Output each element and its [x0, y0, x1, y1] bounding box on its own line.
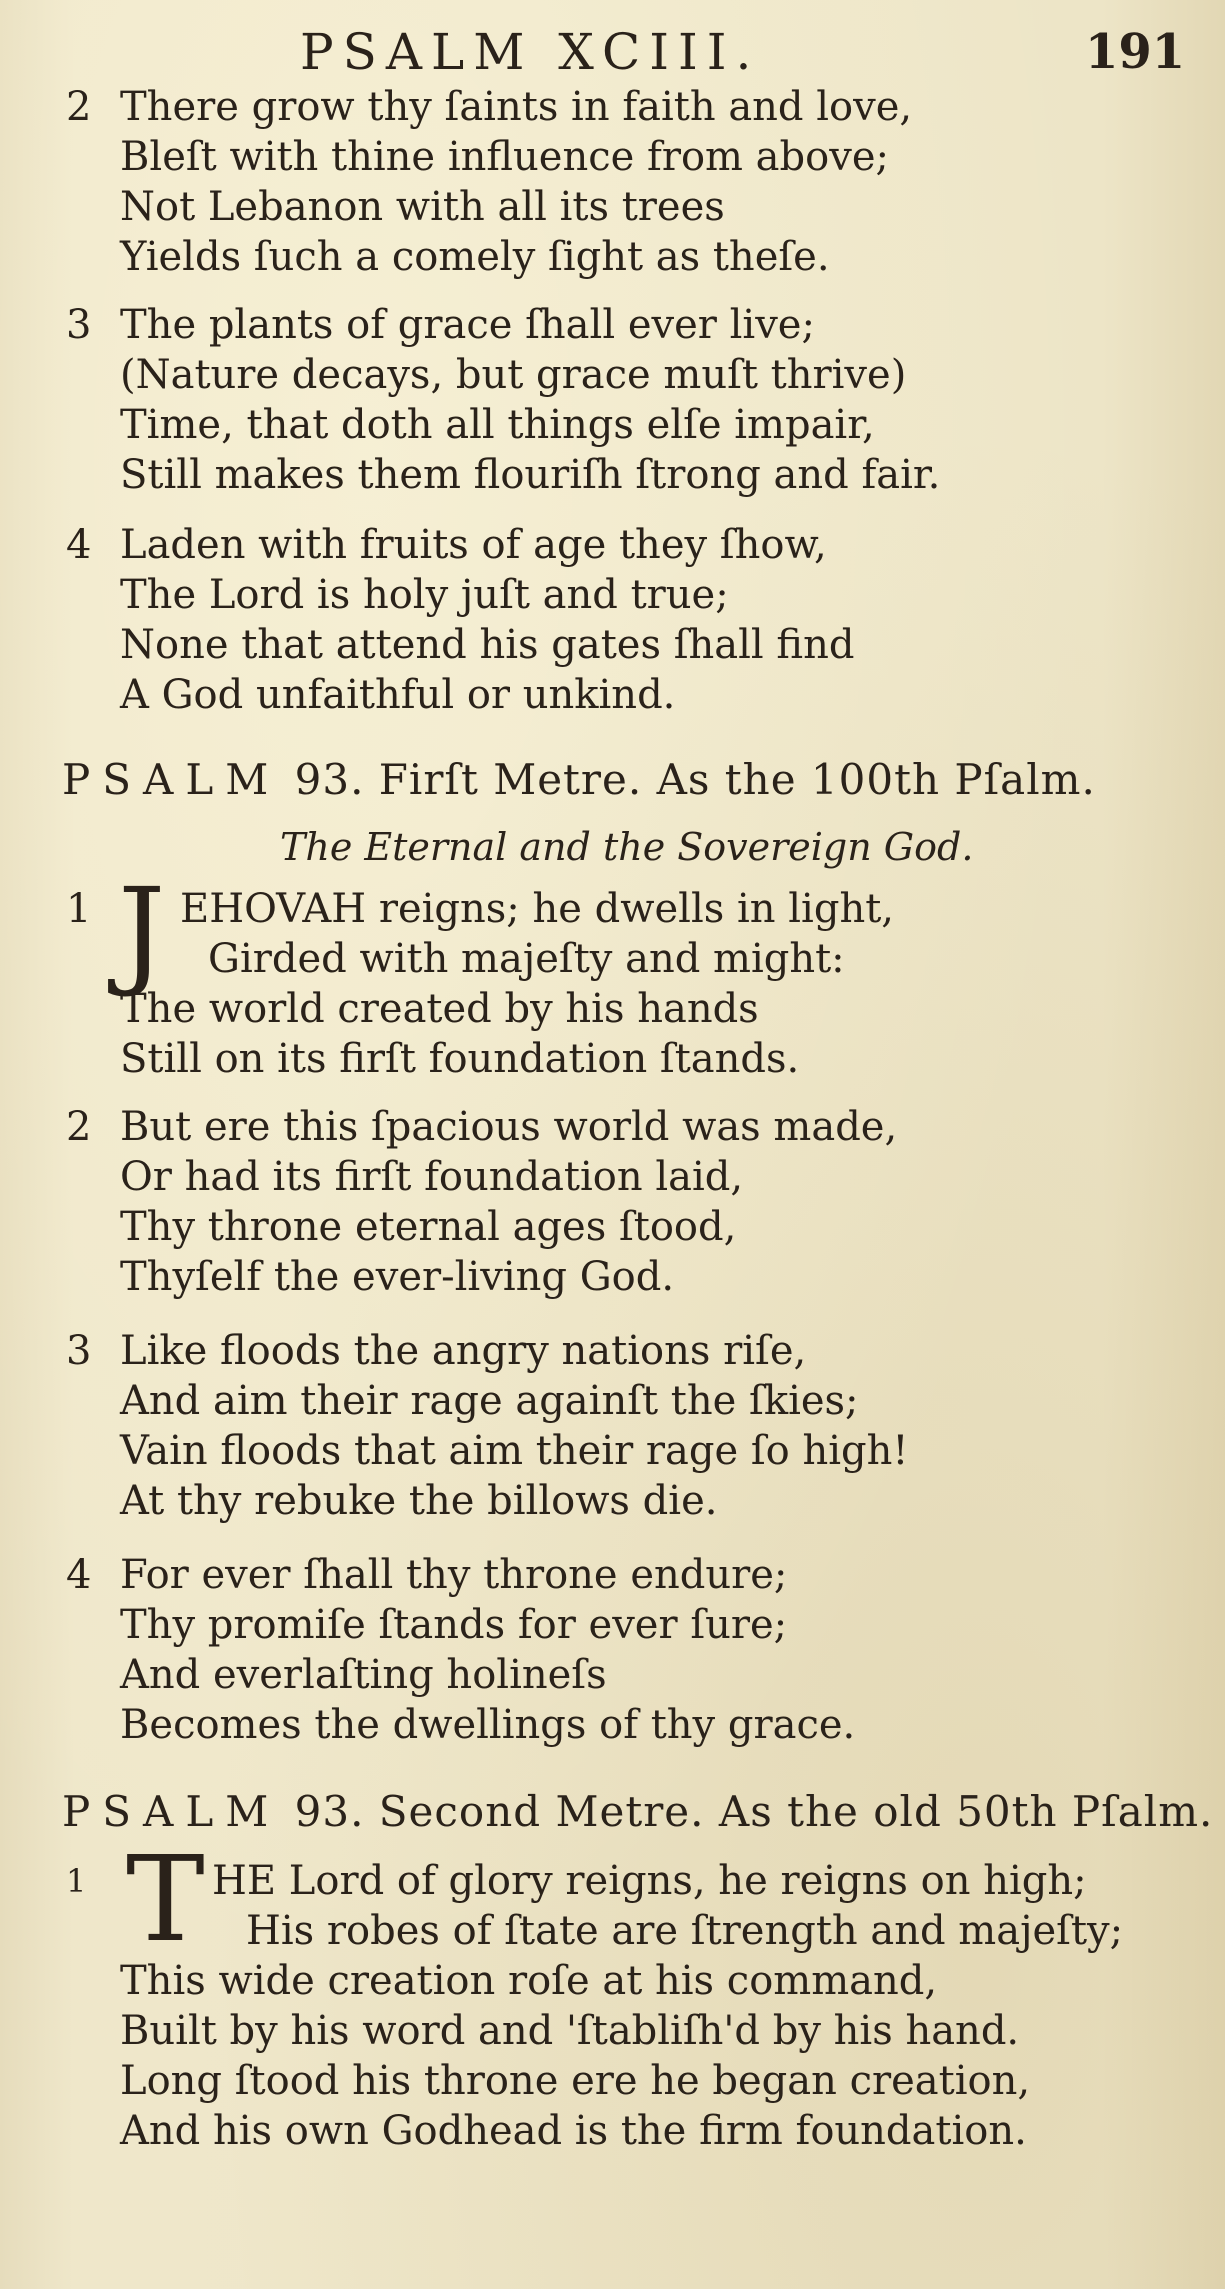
- psalm-heading: [62, 1784, 1213, 1840]
- verse-line: At thy rebuke the billows die.: [120, 1478, 718, 1524]
- psalm-subtitle: The Eternal and the Sovereign God.: [280, 825, 974, 869]
- verse-line: Still makes them flouriſh ſtrong and fair.: [120, 452, 941, 498]
- verse-line: Vain floods that aim their rage ſo high!: [120, 1428, 909, 1474]
- verse-line: Time, that doth all things elſe impair,: [120, 402, 875, 448]
- verse-line: Still on its firſt foundation ſtands.: [120, 1036, 800, 1082]
- psalm-label: PSALM: [62, 1787, 281, 1836]
- running-title: PSALM XCIII.: [300, 23, 761, 81]
- verse-line: And everlaſting holineſs: [120, 1652, 607, 1698]
- verse-line: A God unfaithful or unkind.: [120, 672, 676, 718]
- verse-line: Thy promiſe ſtands for ever ſure;: [120, 1602, 788, 1648]
- stanza-number: 2: [66, 1104, 92, 1150]
- verse-line: Laden with fruits of age they ſhow,: [120, 522, 827, 568]
- verse-line: Yields ſuch a comely ſight as theſe.: [120, 234, 830, 280]
- stanza-number: 4: [66, 1552, 92, 1598]
- verse-line: Long ſtood his throne ere he began creation,: [120, 2058, 1031, 2104]
- verse-line: The world created by his hands: [120, 986, 759, 1032]
- psalm-heading-text: 93. Firſt Metre. As the 100th Pſalm.: [294, 755, 1096, 804]
- verse-line: Like floods the angry nations riſe,: [120, 1328, 807, 1374]
- verse-line: None that attend his gates ſhall find: [120, 622, 855, 668]
- verse-line: EHOVAH reigns; he dwells in light,: [180, 886, 895, 932]
- psalm-heading-text: 93. Second Metre. As the old 50th Pſalm.: [294, 1787, 1214, 1836]
- stanza-number: 3: [66, 1328, 92, 1374]
- page-number: 191: [1085, 24, 1186, 80]
- verse-line: His robes of ſtate are ſtrength and majeſty;: [246, 1908, 1124, 1954]
- verse-line: (Nature decays, but grace muſt thrive): [120, 352, 907, 398]
- psalm-heading: [62, 752, 1096, 808]
- verse-line: But ere this ſpacious world was made,: [120, 1104, 898, 1150]
- psalm-label: PSALM: [62, 755, 281, 804]
- verse-line: Thyſelf the ever-living God.: [120, 1254, 675, 1300]
- stanza-number: 1: [66, 886, 92, 932]
- verse-line: There grow thy ſaints in faith and love,: [120, 84, 913, 130]
- verse-line: And aim their rage againſt the ſkies;: [120, 1378, 859, 1424]
- stanza-number: 4: [66, 522, 92, 568]
- verse-line: Built by his word and 'ſtabliſh'd by his hand.: [120, 2008, 1020, 2054]
- verse-line: HE Lord of glory reigns, he reigns on high;: [212, 1858, 1087, 1904]
- verse-line: Thy throne eternal ages ſtood,: [120, 1204, 737, 1250]
- verse-line: Becomes the dwellings of thy grace.: [120, 1702, 856, 1748]
- drop-cap: J: [118, 862, 166, 1000]
- verse-line: Girded with majeſty and might:: [208, 936, 845, 982]
- verse-line: Bleſt with thine influence from above;: [120, 134, 889, 180]
- drop-cap: T: [126, 1830, 205, 1968]
- stanza-number: 2: [66, 84, 92, 130]
- verse-line: And his own Godhead is the firm foundation.: [120, 2108, 1027, 2154]
- verse-line: Or had its firſt foundation laid,: [120, 1154, 744, 1200]
- stanza-number: 3: [66, 302, 92, 348]
- verse-line: For ever ſhall thy throne endure;: [120, 1552, 788, 1598]
- verse-line: This wide creation roſe at his command,: [120, 1958, 938, 2004]
- verse-line: The plants of grace ſhall ever live;: [120, 302, 815, 348]
- verse-line: Not Lebanon with all its trees: [120, 184, 725, 230]
- verse-line: The Lord is holy juſt and true;: [120, 572, 729, 618]
- stanza-number: 1: [66, 1862, 87, 1900]
